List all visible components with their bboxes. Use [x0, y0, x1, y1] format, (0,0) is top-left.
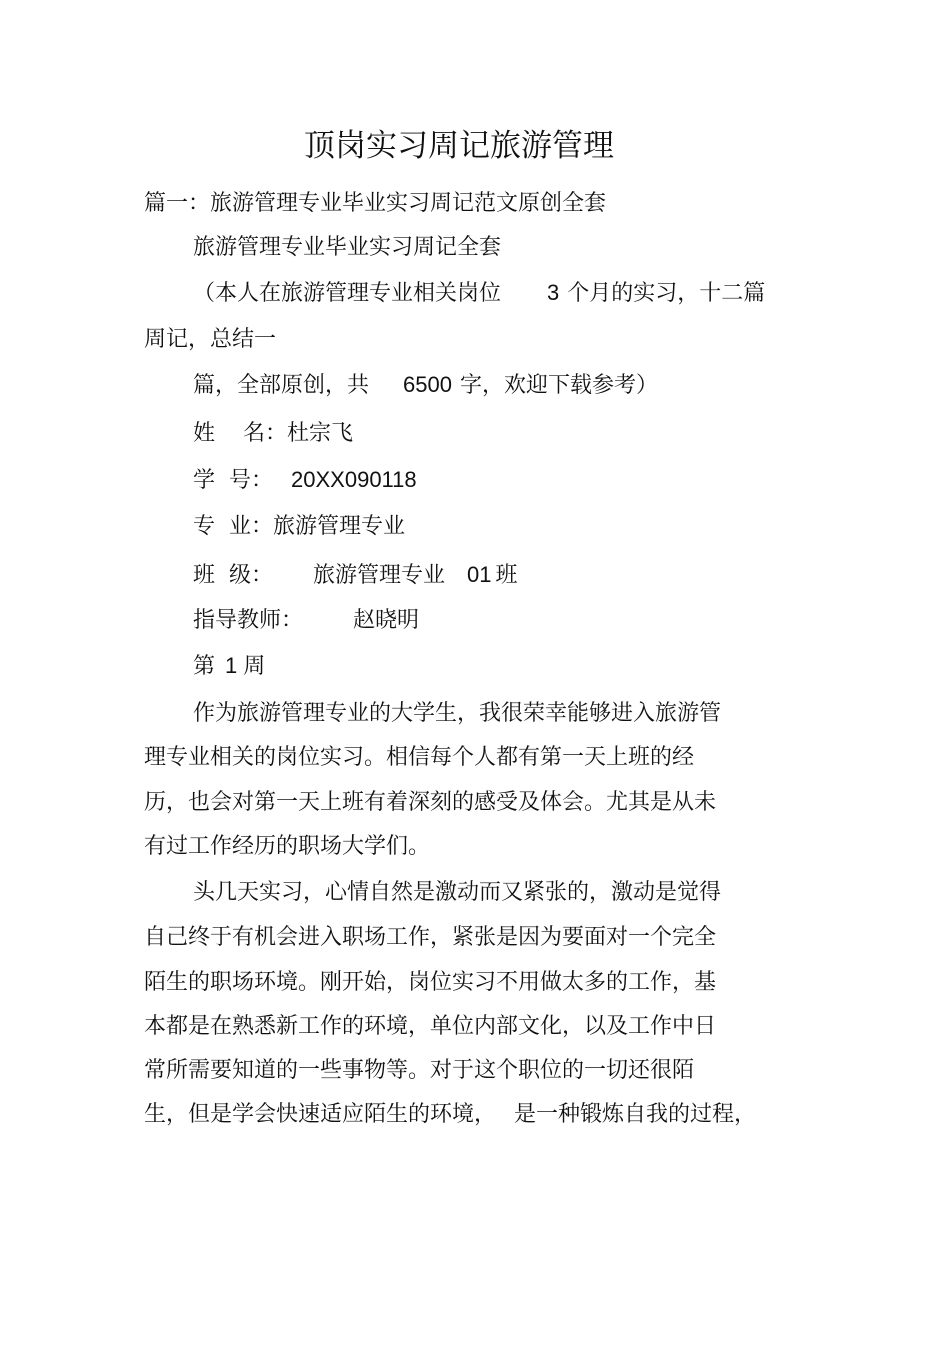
class-number: 01 [467, 562, 492, 587]
week-number: 1 [225, 653, 238, 678]
teacher-label: 指导教师： [193, 608, 304, 633]
intro-line-1-text-b: 个月的实习，十二篇 [567, 281, 766, 306]
class-value: 旅游管理专业 [313, 563, 446, 588]
paragraph-2-last-line [144, 1101, 756, 1129]
document-title: 顶岗实习周记旅游管理 [304, 128, 614, 164]
info-major-row [193, 513, 405, 541]
subheading: 旅游管理专业毕业实习周记全套 [193, 235, 502, 260]
week-suffix: 周 [243, 654, 266, 679]
class-label-a: 班 [193, 563, 216, 588]
info-class-row [193, 561, 518, 590]
paragraph-1-line: 有过工作经历的职场大学们。 [144, 834, 431, 859]
major-label-a: 专 [193, 514, 216, 539]
paragraph-2-last-a: 生，但是学会快速适应陌生的环境， [144, 1102, 497, 1127]
week-heading [193, 652, 265, 681]
name-label-a: 姓 [193, 421, 216, 446]
paragraph-2-line: 本都是在熟悉新工作的环境，单位内部文化，以及工作中日 [144, 1014, 717, 1039]
intro-line-3 [193, 371, 658, 400]
teacher-value: 赵晓明 [353, 608, 420, 633]
intro-line-1-text-a: （本人在旅游管理专业相关岗位 [193, 281, 502, 306]
intro-line-1 [193, 279, 765, 308]
intro-word-count: 6500 [403, 372, 452, 397]
paragraph-1-line: 历，也会对第一天上班有着深刻的感受及体会。尤其是从未 [144, 790, 717, 815]
class-label-b: 级： [229, 563, 274, 588]
info-teacher-row [193, 607, 419, 635]
major-value: 旅游管理专业 [273, 514, 406, 539]
paragraph-2-last-b: 是一种锻炼自我的过程， [514, 1102, 757, 1127]
paragraph-1-line: 作为旅游管理专业的大学生，我很荣幸能够进入旅游管 [193, 701, 722, 726]
intro-line-3-text-a: 篇，全部原创，共 [193, 373, 370, 398]
name-value: 杜宗飞 [287, 421, 354, 446]
info-id-row [193, 466, 417, 495]
paragraph-2-line: 常所需要知道的一些事物等。对于这个职位的一切还很陌 [144, 1058, 695, 1083]
intro-line-2: 周记，总结一 [144, 327, 277, 352]
major-label-b: 业： [229, 514, 274, 539]
id-value: 20XX090118 [291, 467, 417, 492]
intro-duration-number: 3 [547, 280, 560, 305]
class-suffix: 班 [495, 563, 518, 588]
paragraph-2-line: 自己终于有机会进入职场工作，紧张是因为要面对一个完全 [144, 925, 717, 950]
intro-line-3-text-b: 字，欢迎下载参考） [459, 373, 658, 398]
id-label-a: 学 [193, 468, 216, 493]
week-prefix: 第 [193, 654, 216, 679]
paragraph-1-line: 理专业相关的岗位实习。相信每个人都有第一天上班的经 [144, 745, 695, 770]
name-label-b: 名： [243, 421, 288, 446]
info-name-row [193, 420, 353, 448]
id-label-b: 号： [229, 468, 274, 493]
paragraph-2-line: 陌生的职场环境。刚开始，岗位实习不用做太多的工作，基 [144, 970, 717, 995]
paragraph-2-line: 头几天实习，心情自然是激动而又紧张的，激动是觉得 [193, 880, 722, 905]
section-heading: 篇一：旅游管理专业毕业实习周记范文原创全套 [144, 191, 607, 216]
